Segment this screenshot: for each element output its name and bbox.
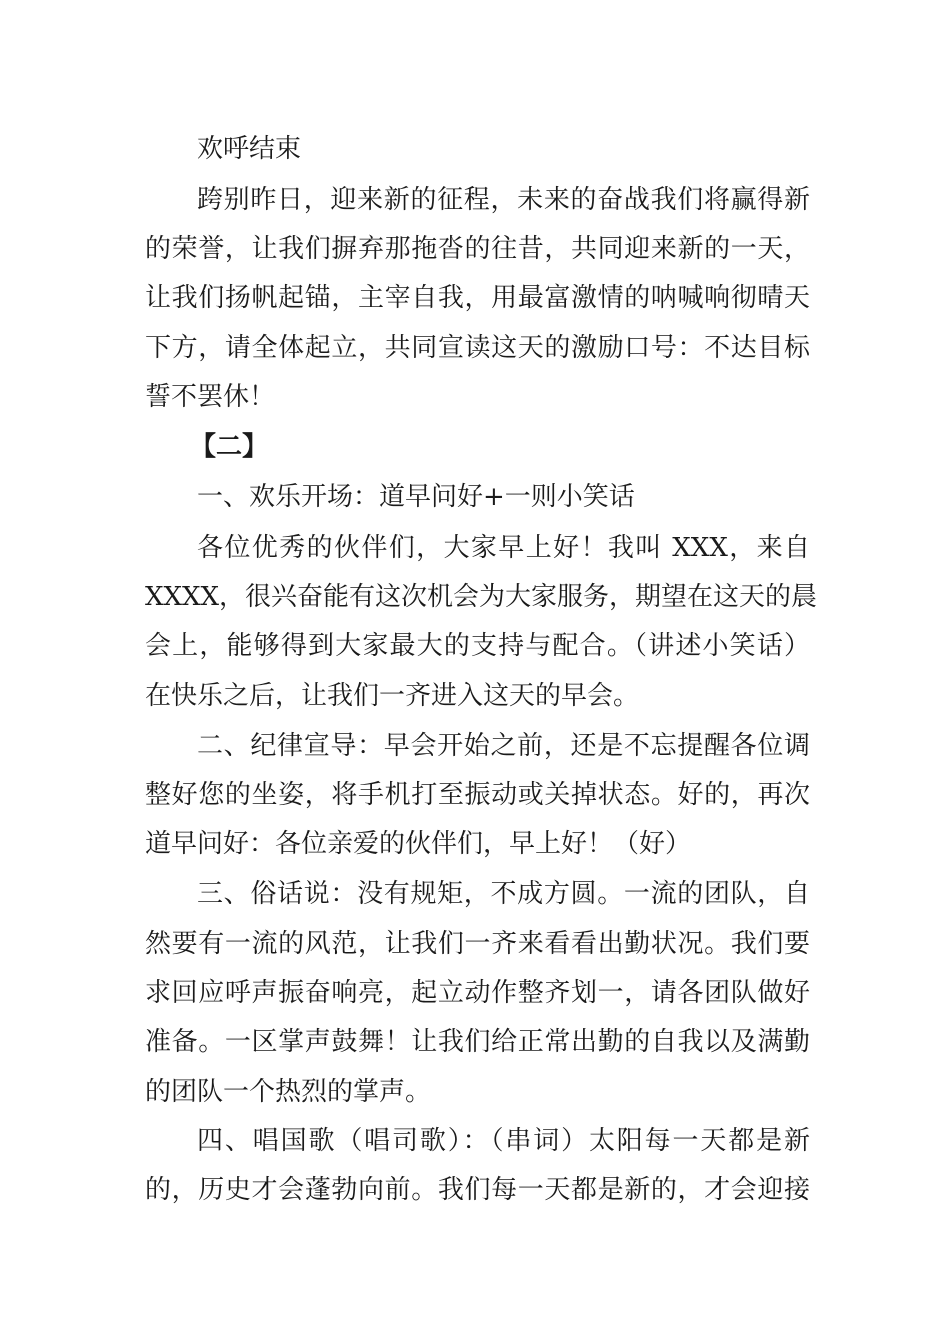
paragraph-line: 二、纪律宣导：早会开始之前，还是不忘提醒各位调	[197, 731, 810, 761]
paragraph-line: 准备。一区掌声鼓舞！让我们给正常出勤的自我以及满勤	[145, 1027, 810, 1057]
item-title-line: 一、欢乐开场：道早问好+一则小笑话	[197, 482, 635, 512]
section-heading: 【二】	[190, 432, 269, 462]
paragraph-line: 的，历史才会蓬勃向前。我们每一天都是新的，才会迎接	[145, 1175, 810, 1205]
paragraph-line: 整好您的坐姿，将手机打至振动或关掉状态。好的，再次	[145, 780, 810, 810]
paragraph-line: 的团队一个热烈的掌声。	[145, 1077, 432, 1107]
cheer-end-line: 欢呼结束	[197, 134, 302, 164]
paragraph-line: 求回应呼声振奋响亮，起立动作整齐划一，请各团队做好	[145, 978, 810, 1008]
paragraph-line: 道早问好：各位亲爱的伙伴们，早上好！（好）	[145, 829, 692, 859]
paragraph-line: 在快乐之后，让我们一齐进入这天的早会。	[145, 681, 640, 711]
paragraph-line: 跨别昨日，迎来新的征程，未来的奋战我们将赢得新	[197, 185, 810, 215]
paragraph-line: 各位优秀的伙伴们，大家早上好！我叫 XXX，来自	[197, 533, 810, 563]
paragraph-line: 誓不罢休！	[145, 382, 276, 412]
paragraph-line: 三、俗话说：没有规矩，不成方圆。一流的团队，自	[197, 879, 810, 909]
paragraph-line: 然要有一流的风范，让我们一齐来看看出勤状况。我们要	[145, 929, 810, 959]
paragraph-line: 的荣誉，让我们摒弃那拖沓的往昔，共同迎来新的一天，	[145, 234, 810, 264]
paragraph-line: 让我们扬帆起锚，主宰自我，用最富激情的呐喊响彻晴天	[145, 283, 810, 313]
paragraph-line: XXXX，很兴奋能有这次机会为大家服务，期望在这天的晨	[145, 582, 818, 612]
paragraph-line: 会上，能够得到大家最大的支持与配合。（讲述小笑话）	[145, 631, 810, 661]
paragraph-line: 下方，请全体起立，共同宣读这天的激励口号：不达目标	[145, 333, 810, 363]
paragraph-line: 四、唱国歌（唱司歌）：（串词）太阳每一天都是新	[197, 1126, 810, 1156]
